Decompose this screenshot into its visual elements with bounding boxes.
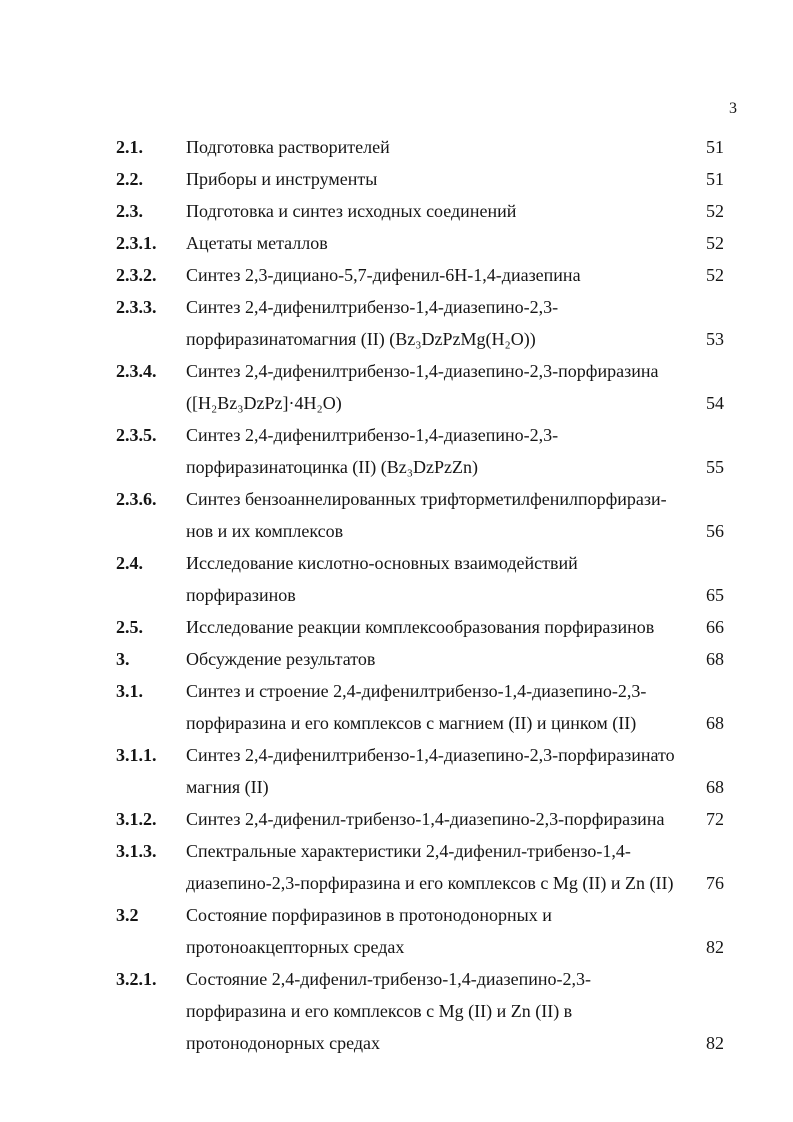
toc-entry-number: 3.1.3.: [116, 841, 157, 861]
toc-entry-title-line: Подготовка растворителей: [186, 137, 390, 157]
toc-entry-page: 82: [706, 1033, 724, 1053]
toc-entry-title-line: диазепино-2,3-порфиразина и его комплексов с Mg (II) и Zn (II): [186, 873, 674, 893]
toc-entry-number: 2.1.: [116, 137, 143, 157]
toc-entry-title-line: протоноакцепторных средах: [186, 937, 405, 957]
toc-entry-number: 2.2.: [116, 169, 143, 189]
toc-entry-page: 65: [706, 585, 724, 605]
toc-entry-number: 2.5.: [116, 617, 143, 637]
toc-entry-title-line: нов и их комплексов: [186, 521, 344, 541]
toc-entry-page: 51: [706, 137, 724, 157]
toc-entry-title-line: Синтез и строение 2,4-дифенилтрибензо-1,4-диазепино-2,3-: [186, 681, 647, 701]
toc-entry-title-line: Синтез 2,4-дифенил-трибензо-1,4-диазепино-2,3-порфиразина: [186, 809, 665, 829]
toc-entry-title-line: Ацетаты металлов: [186, 233, 328, 253]
toc-entry-page: 53: [706, 329, 724, 349]
toc-entry-title-line: Состояние порфиразинов в протонодонорных и: [186, 905, 552, 925]
toc-entry-number: 3.1.: [116, 681, 143, 701]
toc-entry-page: 52: [706, 265, 724, 285]
toc-entry-page: 66: [706, 617, 724, 637]
toc-entry-title-line: Синтез 2,3-дициано-5,7-дифенил-6H-1,4-диазепина: [186, 265, 581, 285]
toc-entry-title-line: Спектральные характеристики 2,4-дифенил-трибензо-1,4-: [186, 841, 631, 861]
toc-entry-title-line: магния (II): [186, 777, 269, 797]
toc-entry-number: 3.2.1.: [116, 969, 157, 989]
toc-entry-title-line: Синтез 2,4-дифенилтрибензо-1,4-диазепино-2,3-: [186, 297, 559, 317]
toc-entry-number: 3.1.1.: [116, 745, 157, 765]
toc-entry-number: 2.3.6.: [116, 489, 157, 509]
toc-entry-number: 2.4.: [116, 553, 143, 573]
toc-entry-page: 51: [706, 169, 724, 189]
toc-entry-title-line: Синтез 2,4-дифенилтрибензо-1,4-диазепино-2,3-порфиразина: [186, 361, 659, 381]
toc-entry-number: 2.3.4.: [116, 361, 157, 381]
toc-entry-page: 52: [706, 233, 724, 253]
page-number: 3: [729, 100, 737, 117]
toc-entry-title-line: Синтез 2,4-дифенилтрибензо-1,4-диазепино-2,3-порфиразинато: [186, 745, 675, 765]
toc-entry-page: 68: [706, 713, 724, 733]
toc-entry-page: 68: [706, 777, 724, 797]
toc-entry-title-line: порфиразинатомагния (II) (Bz₃DzPzMg(H₂O)): [186, 329, 536, 349]
toc-entry-number: 2.3.3.: [116, 297, 157, 317]
toc-entry-page: 68: [706, 649, 724, 669]
toc-entry-page: 52: [706, 201, 724, 221]
toc-entry-number: 2.3.5.: [116, 425, 157, 445]
toc-entry-title-line: порфиразинов: [186, 585, 296, 605]
toc-entry-number: 3.: [116, 649, 130, 669]
toc-entry-page: 82: [706, 937, 724, 957]
toc-entry-title-line: Синтез бензоаннелированных трифторметилфенилпорфирази-: [186, 489, 667, 509]
toc-entry-page: 56: [706, 521, 724, 541]
toc-entry-title-line: порфиразина и его комплексов с Mg (II) и Zn (II) в: [186, 1001, 573, 1021]
toc-entry-page: 54: [706, 393, 724, 413]
toc-entry-number: 2.3.2.: [116, 265, 157, 285]
toc-entry-title-line: Приборы и инструменты: [186, 169, 378, 189]
toc-entry-page: 55: [706, 457, 724, 477]
toc-entry-number: 3.1.2.: [116, 809, 157, 829]
toc-entry-title-line: Исследование кислотно-основных взаимодействий: [186, 553, 578, 573]
toc-entry-title-line: Синтез 2,4-дифенилтрибензо-1,4-диазепино-2,3-: [186, 425, 559, 445]
toc-entry-page: 72: [706, 809, 724, 829]
toc-entry-title-line: Исследование реакции комплексообразования порфиразинов: [186, 617, 655, 637]
toc-entry-title-line: порфиразина и его комплексов с магнием (II) и цинком (II): [186, 713, 637, 733]
toc-entry-number: 2.3.1.: [116, 233, 157, 253]
toc-entry-number: 2.3.: [116, 201, 143, 221]
toc-entry-title-line: Обсуждение результатов: [186, 649, 376, 669]
toc-entry-title-line: протонодонорных средах: [186, 1033, 381, 1053]
toc-entry-title-line: порфиразинатоцинка (II) (Bz₃DzPzZn): [186, 457, 479, 477]
toc-entry-title-line: Состояние 2,4-дифенил-трибензо-1,4-диазепино-2,3-: [186, 969, 591, 989]
toc-entry-page: 76: [706, 873, 724, 893]
toc-entry-title-line: Подготовка и синтез исходных соединений: [186, 201, 517, 221]
toc-entry-title-line: ([H₂Bz₃DzPz]·4H₂O): [186, 393, 342, 413]
toc-entry-number: 3.2: [116, 905, 139, 925]
